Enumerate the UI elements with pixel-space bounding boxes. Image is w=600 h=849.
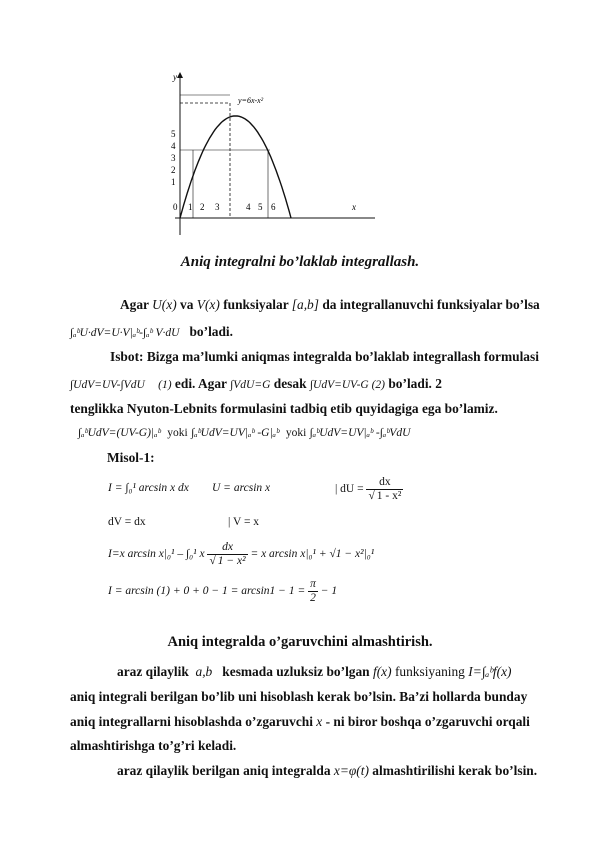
x-tick-6: 6 [271, 202, 276, 212]
axis-y-label: y [173, 72, 177, 82]
para1-line1: Agar U(x) va V(x) funksiyalar [a,b] da integrallanuvchi funksiyalar bo’lsa [120, 297, 540, 312]
example-row1-u: U = arcsin x [212, 482, 271, 494]
section2-line1: araz qilaylik a,b kesmada uzluksiz bo’lgan f(x) funksiyaning I=∫ₐᵇf(x) [117, 664, 512, 679]
para1-line2: ∫ₐᵇU·dV=U·V|ₐᵇ-∫ₐᵇ V·dU bo’ladi. [70, 324, 234, 339]
x-tick-1: 1 [188, 202, 193, 212]
example-row1-du: | dU = $\frac{dx}{\text{√ 1 - x²}}$ [335, 476, 402, 502]
example-row4: I = arcsin (1) + 0 + 0 − 1 = arcsin1 − 1 = $\frac{\pi}{2}$ − 1 [108, 578, 338, 604]
y-tick-5: 5 [171, 129, 176, 139]
example-row2-dv: dV = dx [108, 516, 146, 528]
section2-line4: almashtirishga to’g’ri keladi. [70, 738, 237, 753]
x-tick-4: 4 [246, 202, 251, 212]
proof-line1: Isbot: Bizga ma’lumki aniqmas integralda bo’laklab integrallash formulasi [110, 349, 539, 364]
x-tick-3: 3 [215, 202, 220, 212]
parabola-graph [160, 70, 380, 240]
section2-line5: araz qilaylik berilgan aniq integralda x=φ(t) almashtirilishi kerak bo’lsin. [117, 763, 538, 778]
y-tick-2: 2 [171, 165, 176, 175]
x-tick-0: 0 [173, 202, 178, 212]
axis-x-label: x [352, 202, 356, 212]
example-row3: I=x arcsin x|₀¹ – ∫₀¹ x $\frac{dx}{\text{√ 1 − x²}}$ = x arcsin x|₀¹ + √1 − x²|₀¹ [108, 541, 375, 567]
proof-line2: ∫UdV=UV-∫VdU (1) edi. Agar ∫VdU=G desak ∫UdV=UV-G (2) bo’ladi. 2 [70, 376, 442, 391]
example-title: Misol-1: [107, 450, 155, 465]
example-row1-integral: I = ∫₀¹ arcsin x dx [108, 482, 189, 494]
section2-title: Aniq integralda o’garuvchini almashtirish. [167, 634, 433, 650]
proof-line3: tenglikka Nyuton-Lebnits formulasini tadbiq etib quyidagiga ega bo’lamiz. [70, 401, 498, 416]
example-row2-v: | V = x [228, 516, 260, 528]
curve-label: y=6x-x² [238, 96, 264, 105]
proof-line4: ∫ₐᵇUdV=(UV-G)|ₐᵇ yoki ∫ₐᵇUdV=UV|ₐᵇ -G|ₐᵇ yoki ∫ₐᵇUdV=UV|ₐᵇ -∫ₐᵇVdU [78, 427, 411, 439]
x-tick-2: 2 [200, 202, 205, 212]
section2-line3: aniq integrallarni hisoblashda o’zgaruvchi x - ni biror boshqa o’zgaruvchi orqali [70, 714, 530, 729]
figure-caption: Aniq integralni bo’laklab integrallash. [180, 254, 420, 270]
y-tick-labels [171, 129, 176, 187]
y-tick-3: 3 [171, 153, 176, 163]
y-tick-1: 1 [171, 177, 176, 187]
x-tick-labels [173, 202, 276, 212]
x-tick-5: 5 [258, 202, 263, 212]
section2-line2: aniq integrali berilgan bo’lib uni hisoblash kerak bo’lsin. Ba’zi hollarda bunday [70, 689, 528, 704]
y-tick-4: 4 [171, 141, 176, 151]
